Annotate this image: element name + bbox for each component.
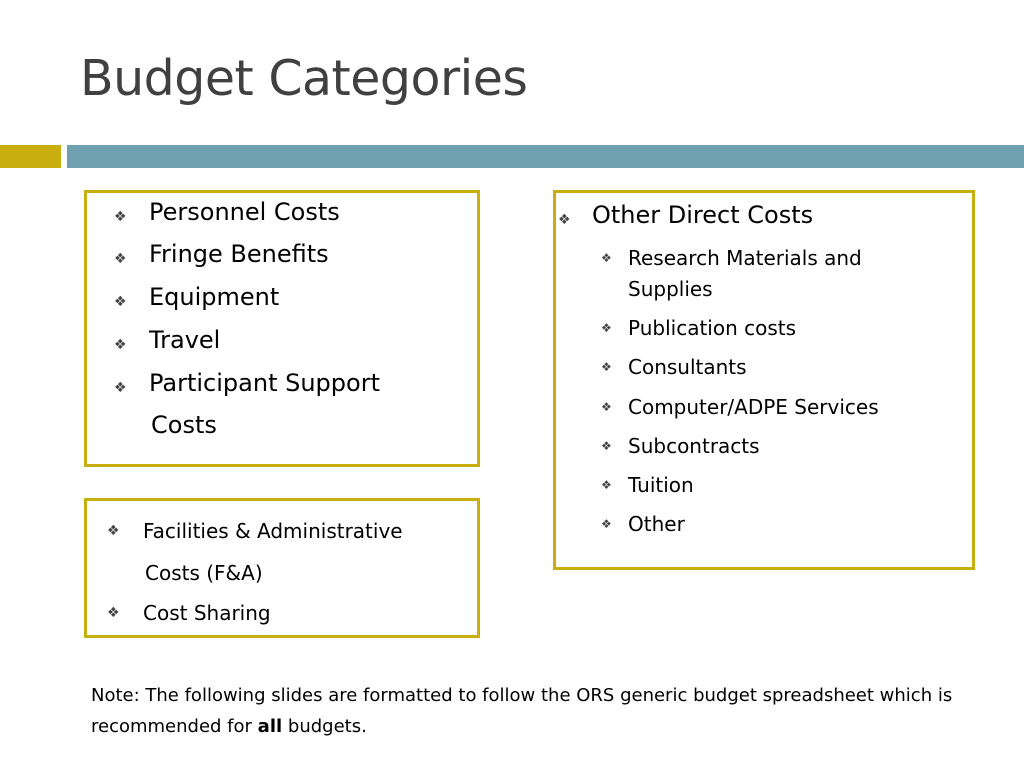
slide-title: Budget Categories	[80, 50, 528, 107]
accent-bar-gold	[0, 145, 61, 168]
diamond-bullet-icon: ❖	[114, 337, 127, 353]
diamond-bullet-icon: ❖	[601, 400, 612, 414]
diamond-bullet-icon: ❖	[601, 517, 612, 531]
list-item: Fringe Benefits	[149, 240, 329, 268]
footnote	[91, 680, 991, 742]
diamond-bullet-icon: ❖	[601, 439, 612, 453]
sub-list-item: Other	[628, 512, 685, 536]
diamond-bullet-icon: ❖	[107, 605, 120, 621]
sub-list-item: Tuition	[628, 473, 694, 497]
list-item: Cost Sharing	[143, 601, 271, 625]
list-item: Participant Support	[149, 369, 380, 397]
footnote-text: Note: The following slides are formatted to follow the ORS generic budget spreadsheet which is recommended for	[91, 685, 953, 737]
accent-bar-blue	[67, 145, 1024, 168]
diamond-bullet-icon: ❖	[107, 523, 120, 539]
diamond-bullet-icon: ❖	[114, 380, 127, 396]
sub-list-item-continuation: Supplies	[628, 277, 713, 301]
diamond-bullet-icon: ❖	[114, 209, 127, 225]
diamond-bullet-icon: ❖	[601, 478, 612, 492]
diamond-bullet-icon: ❖	[601, 321, 612, 335]
list-item: Facilities & Administrative	[143, 519, 403, 543]
diamond-bullet-icon: ❖	[558, 212, 571, 228]
diamond-bullet-icon: ❖	[114, 294, 127, 310]
diamond-bullet-icon: ❖	[601, 360, 612, 374]
list-item-continuation: Costs	[151, 411, 217, 439]
diamond-bullet-icon: ❖	[601, 251, 612, 265]
sub-list-item: Publication costs	[628, 316, 797, 340]
list-heading: Other Direct Costs	[592, 201, 814, 229]
personnel-costs-box	[84, 190, 480, 467]
list-item: Personnel Costs	[149, 198, 340, 226]
sub-list-item: Subcontracts	[628, 434, 760, 458]
sub-list-item: Computer/ADPE Services	[628, 395, 879, 419]
list-item: Travel	[149, 326, 221, 354]
diamond-bullet-icon: ❖	[114, 251, 127, 267]
list-item-continuation: Costs (F&A)	[145, 561, 263, 585]
sub-list-item: Research Materials and	[628, 246, 862, 270]
footnote-text-end: budgets.	[282, 716, 367, 737]
footnote-bold: all	[257, 716, 283, 737]
sub-list-item: Consultants	[628, 355, 747, 379]
list-item: Equipment	[149, 283, 280, 311]
